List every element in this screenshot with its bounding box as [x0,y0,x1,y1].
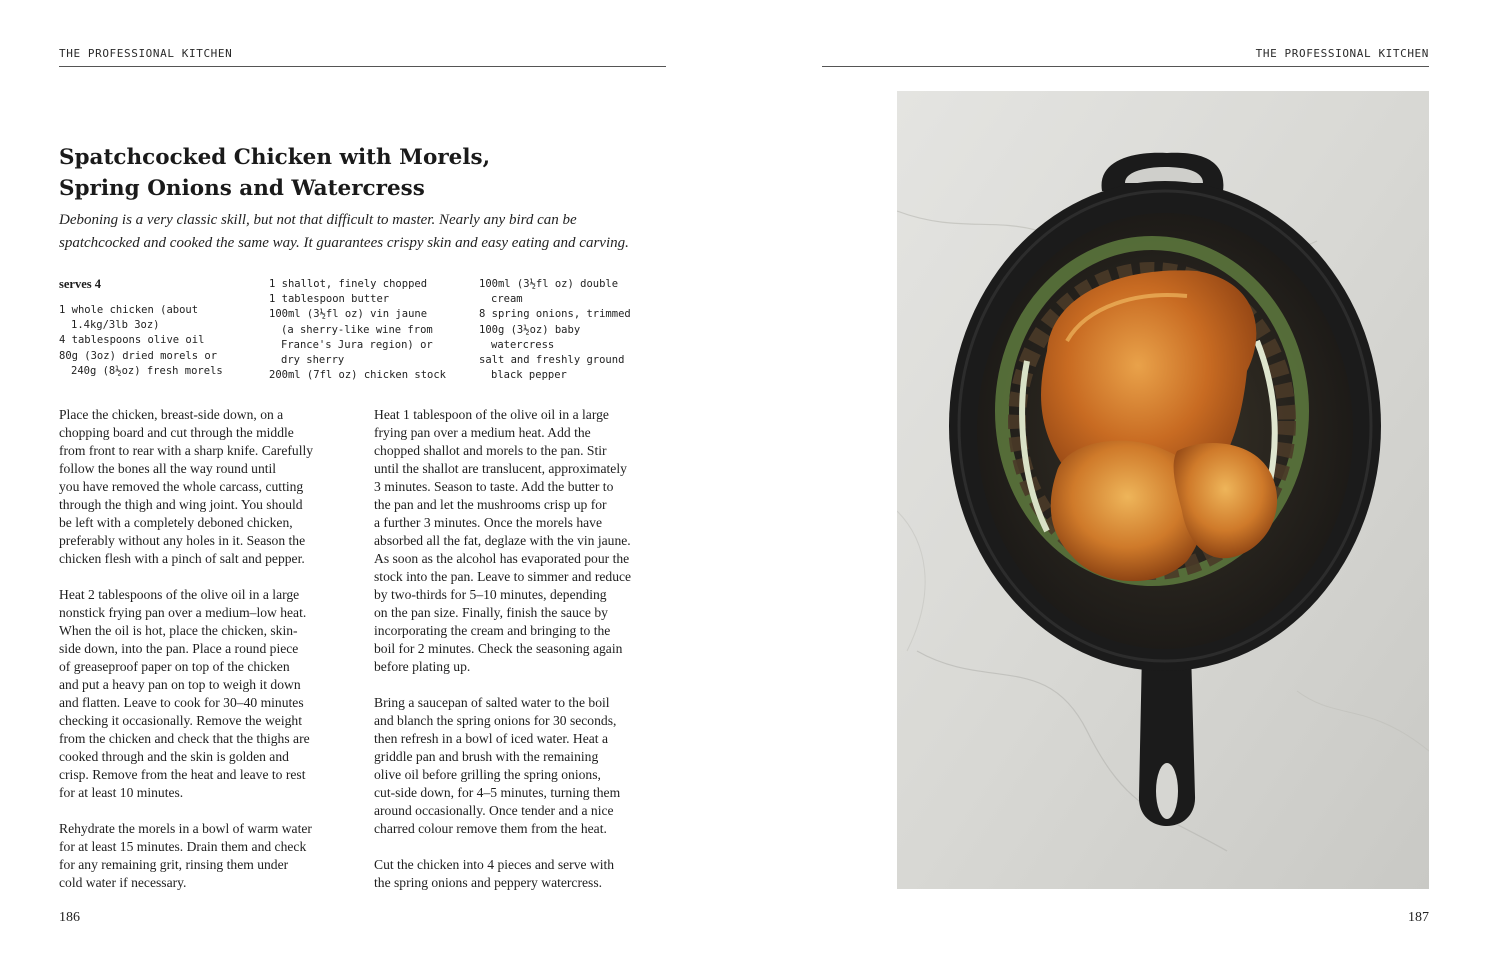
ingredient-line-continued: 240g (8½oz) fresh morels [71,364,223,377]
ingredient-line: 1 shallot, finely chopped [269,278,428,290]
recipe-title [59,142,679,204]
method-line: chopped shallot and morels to the pan. Stir [374,443,607,458]
ingredient-line: 200ml (7fl oz) chicken stock [269,369,447,382]
method-line: and put a heavy pan on top to weigh it down [59,677,301,692]
ingredient-item [479,353,631,383]
ingredients-column-3 [479,277,631,383]
method-line: griddle pan and brush with the remaining [374,749,599,764]
skillet-handle-hole [1156,763,1178,819]
ingredient-item [59,303,223,333]
method-line: Cut the chicken into 4 pieces and serve with [374,857,615,872]
method-line: around occasionally. Once tender and a nice [374,803,614,818]
method-line: Heat 2 tablespoons of the olive oil in a large [59,587,300,602]
method-line: checking it occasionally. Remove the weight [59,713,302,728]
method-paragraph [59,820,355,892]
method-paragraph [374,406,670,676]
method-line: for any remaining grit, rinsing them under [59,857,289,872]
method-line: cut-side down, for 4–5 minutes, turning them [374,785,621,800]
ingredients-column-1 [59,303,223,379]
method-line: stock into the pan. Leave to simmer and reduce [374,569,632,584]
method-line: side down, into the pan. Place a round piece [59,641,299,656]
method-line: frying pan over a medium heat. Add the [374,425,591,440]
ingredient-item [479,307,631,322]
method-line: cold water if necessary. [59,875,187,890]
ingredient-line-continued: dry sherry [281,354,345,367]
ingredient-item [269,292,446,307]
ingredient-line: 1 tablespoon butter [269,293,390,306]
method-line: until the shallot are translucent, approximately [374,461,627,476]
ingredient-line: 4 tablespoons olive oil [59,334,205,347]
method-line: from the chicken and check that the thighs are [59,731,310,746]
ingredient-line: 100ml (3½fl oz) double [479,278,619,290]
ingredient-item [59,333,223,348]
method-line: through the thigh and wing joint. You should [59,497,303,512]
ingredient-line-continued: France's Jura region) or [281,338,433,351]
intro-line: Deboning is a very classic skill, but not that difficult to master. Nearly any bird can be [59,212,577,228]
recipe-intro [59,209,679,255]
method-column-1 [59,406,355,910]
method-line: be left with a completely deboned chicken, [59,515,293,530]
ingredient-line: salt and freshly ground [479,354,625,367]
ingredient-line: 100ml (3½fl oz) vin jaune [269,308,428,321]
ingredients-column-2 [269,277,446,383]
method-line: chicken flesh with a pinch of salt and pepper. [59,551,305,566]
page-number-right: 187 [1408,910,1429,925]
header-rule-right [822,66,1429,67]
method-line: As soon as the alcohol has evaporated pour the [374,551,630,566]
ingredient-item [479,277,631,307]
method-line: on the pan size. Finally, finish the sauce by [374,605,608,620]
method-line: a further 3 minutes. Once the morels have [374,515,602,530]
method-line: incorporating the cream and bringing to the [374,623,611,638]
method-line: the spring onions and peppery watercress. [374,875,603,890]
method-line: follow the bones all the way round until [59,461,277,476]
method-line: preferably without any holes in it. Season the [59,533,306,548]
method-line: olive oil before grilling the spring onions, [374,767,601,782]
ingredient-item [269,368,446,383]
intro-line: spatchcocked and cooked the same way. It guarantees crispy skin and easy eating and carving. [59,235,629,251]
method-line: before plating up. [374,659,471,674]
method-line: chopping board and cut through the middle [59,425,294,440]
method-line: boil for 2 minutes. Check the seasoning again [374,641,623,656]
title-line: Spatchcocked Chicken with Morels, [59,145,491,170]
method-line: crisp. Remove from the heat and leave to rest [59,767,306,782]
ingredient-line: 1 whole chicken (about [59,304,199,316]
method-line: for at least 15 minutes. Drain them and check [59,839,307,854]
method-line: Place the chicken, breast-side down, on a [59,407,284,422]
method-line: from front to rear with a sharp knife. Carefully [59,443,314,458]
method-line: charred colour remove them from the heat. [374,821,607,836]
method-line: absorbed all the fat, deglaze with the vin jaune. [374,533,631,548]
method-line: Rehydrate the morels in a bowl of warm water [59,821,312,836]
running-head-right: THE PROFESSIONAL KITCHEN [1255,47,1429,60]
method-line: the pan and let the mushrooms crisp up for [374,497,607,512]
serves-label: serves 4 [59,277,101,291]
header-rule-left [59,66,666,67]
method-line: nonstick frying pan over a medium–low heat. [59,605,307,620]
ingredient-item [269,277,446,292]
method-paragraph [374,694,670,838]
ingredient-line-continued: 1.4kg/3lb 3oz) [71,319,160,332]
ingredient-line: 80g (3oz) dried morels or [59,349,218,362]
method-paragraph [59,406,355,568]
running-head-left: THE PROFESSIONAL KITCHEN [59,47,233,60]
ingredient-item [59,349,223,379]
method-line: then refresh in a bowl of iced water. Heat a [374,731,609,746]
method-column-2 [374,406,670,910]
ingredient-line-continued: watercress [491,338,555,351]
ingredient-line-continued: cream [491,293,523,306]
ingredient-item [269,307,446,368]
method-line: by two-thirds for 5–10 minutes, depending [374,587,607,602]
title-line: Spring Onions and Watercress [59,176,425,201]
method-line: When the oil is hot, place the chicken, skin- [59,623,298,638]
method-line: Heat 1 tablespoon of the olive oil in a large [374,407,609,422]
method-line: cooked through and the skin is golden and [59,749,289,764]
page-number-left: 186 [59,910,80,925]
ingredient-line: 100g (3½oz) baby [479,323,581,336]
method-line: of greaseproof paper on top of the chicken [59,659,290,674]
ingredient-item [479,323,631,353]
method-line: and flatten. Leave to cook for 30–40 minutes [59,695,304,710]
method-line: Bring a saucepan of salted water to the boil [374,695,610,710]
method-paragraph [374,856,670,892]
method-line: for at least 10 minutes. [59,785,184,800]
ingredient-line-continued: (a sherry-like wine from [281,323,433,336]
ingredient-line: 8 spring onions, trimmed [479,308,631,321]
method-line: 3 minutes. Season to taste. Add the butter to [374,479,614,494]
recipe-photo [897,91,1429,889]
method-line: you have removed the whole carcass, cutting [59,479,304,494]
method-line: and blanch the spring onions for 30 seconds, [374,713,617,728]
method-paragraph [59,586,355,802]
ingredient-line-continued: black pepper [491,369,567,382]
